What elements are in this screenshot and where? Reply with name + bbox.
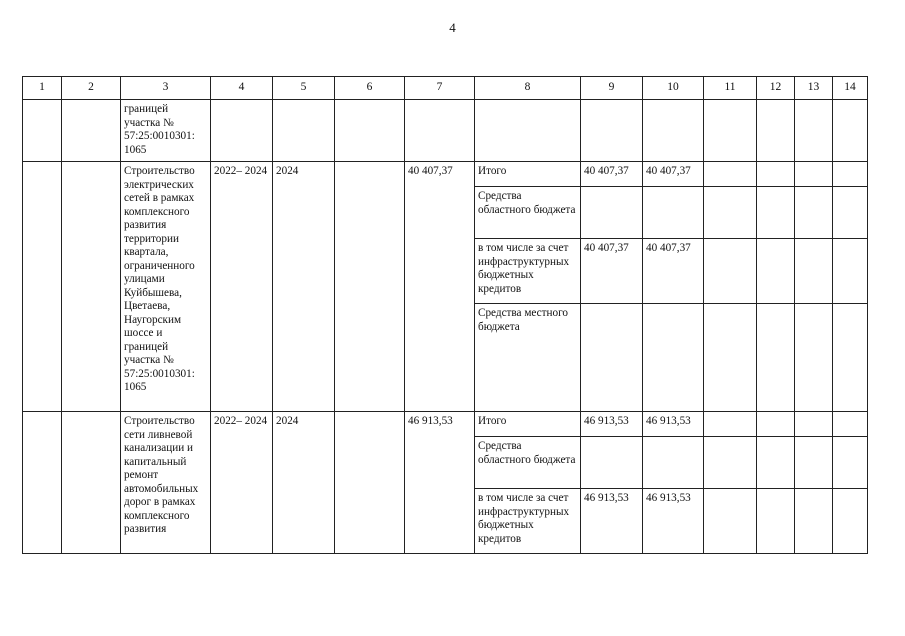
year-cell: 2024 — [273, 412, 335, 554]
table-cell — [475, 100, 581, 162]
project-name-cell: Строительство электрических сетей в рамках комплексного развития территории квартала, ограниченного улицами Куйбышева, Цветаева, Наугорским шоссе и границей участка № 57:25:0010301: 1065 — [121, 162, 211, 412]
value-cell — [581, 437, 643, 489]
budget-table — [22, 76, 868, 554]
source-label-cell: Средства областного бюджета — [475, 437, 581, 489]
value-cell — [581, 304, 643, 412]
table-cell — [833, 412, 868, 437]
table-cell — [757, 489, 795, 554]
value-cell — [643, 437, 704, 489]
column-header: 3 — [121, 77, 211, 100]
table-cell — [704, 437, 757, 489]
table-cell — [704, 412, 757, 437]
table-cell — [335, 100, 405, 162]
column-header: 6 — [335, 77, 405, 100]
table-cell — [23, 100, 62, 162]
table-cell — [795, 162, 833, 187]
column-header: 14 — [833, 77, 868, 100]
column-header: 1 — [23, 77, 62, 100]
column-header: 8 — [475, 77, 581, 100]
table-cell — [335, 162, 405, 412]
source-label-cell: Итого — [475, 162, 581, 187]
column-header: 5 — [273, 77, 335, 100]
table-cell — [757, 304, 795, 412]
table-cell — [23, 412, 62, 554]
period-cell: 2022– 2024 — [211, 162, 273, 412]
amount-cell: 46 913,53 — [405, 412, 475, 554]
source-label-cell: Средства областного бюджета — [475, 187, 581, 239]
table-cell — [62, 162, 121, 412]
table-row — [23, 162, 868, 187]
table-cell — [405, 100, 475, 162]
value-cell: 40 407,37 — [581, 162, 643, 187]
value-cell: 46 913,53 — [643, 412, 704, 437]
column-header: 9 — [581, 77, 643, 100]
table-cell — [704, 239, 757, 304]
project-name-cell: границей участка № 57:25:0010301: 1065 — [121, 100, 211, 162]
column-header: 4 — [211, 77, 273, 100]
column-header: 2 — [62, 77, 121, 100]
column-header: 7 — [405, 77, 475, 100]
value-cell — [643, 304, 704, 412]
page-number: 4 — [449, 20, 456, 35]
value-cell — [643, 187, 704, 239]
table-cell — [833, 489, 868, 554]
table-cell — [757, 239, 795, 304]
table-cell — [833, 437, 868, 489]
table-cell — [335, 412, 405, 554]
table-cell — [757, 100, 795, 162]
table-cell — [833, 162, 868, 187]
table-cell — [795, 187, 833, 239]
table-row — [23, 412, 868, 437]
period-cell: 2022– 2024 — [211, 412, 273, 554]
value-cell — [581, 187, 643, 239]
value-cell: 46 913,53 — [581, 412, 643, 437]
table-cell — [833, 304, 868, 412]
table-cell — [704, 304, 757, 412]
table-cell — [757, 412, 795, 437]
value-cell: 40 407,37 — [643, 162, 704, 187]
value-cell: 46 913,53 — [581, 489, 643, 554]
table-cell — [581, 100, 643, 162]
table-cell — [833, 239, 868, 304]
table-cell — [23, 162, 62, 412]
table-cell — [757, 187, 795, 239]
source-label-cell: в том числе за счет инфраструктурных бюджетных кредитов — [475, 489, 581, 554]
table-cell — [643, 100, 704, 162]
column-header: 11 — [704, 77, 757, 100]
table-cell — [795, 304, 833, 412]
table-row — [23, 100, 868, 162]
table-cell — [211, 100, 273, 162]
column-header: 13 — [795, 77, 833, 100]
table-cell — [704, 489, 757, 554]
amount-cell: 40 407,37 — [405, 162, 475, 412]
table-header-row — [23, 77, 868, 100]
table-cell — [704, 187, 757, 239]
table-cell — [795, 437, 833, 489]
source-label-cell: Средства местного бюджета — [475, 304, 581, 412]
table-cell — [704, 162, 757, 187]
table-cell — [833, 100, 868, 162]
source-label-cell: Итого — [475, 412, 581, 437]
column-header: 10 — [643, 77, 704, 100]
table-cell — [757, 162, 795, 187]
table-cell — [757, 437, 795, 489]
source-label-cell: в том числе за счет инфраструктурных бюджетных кредитов — [475, 239, 581, 304]
value-cell: 46 913,53 — [643, 489, 704, 554]
table-cell — [62, 100, 121, 162]
table-cell — [62, 412, 121, 554]
table-cell — [795, 489, 833, 554]
project-name-cell: Строительство сети ливневой канализации и капитальный ремонт автомобильных дорог в рамках комплексного развития — [121, 412, 211, 554]
year-cell: 2024 — [273, 162, 335, 412]
column-header: 12 — [757, 77, 795, 100]
table-cell — [833, 187, 868, 239]
value-cell: 40 407,37 — [643, 239, 704, 304]
table-cell — [273, 100, 335, 162]
table-cell — [704, 100, 757, 162]
table-cell — [795, 100, 833, 162]
table-cell — [795, 239, 833, 304]
table-cell — [795, 412, 833, 437]
value-cell: 40 407,37 — [581, 239, 643, 304]
